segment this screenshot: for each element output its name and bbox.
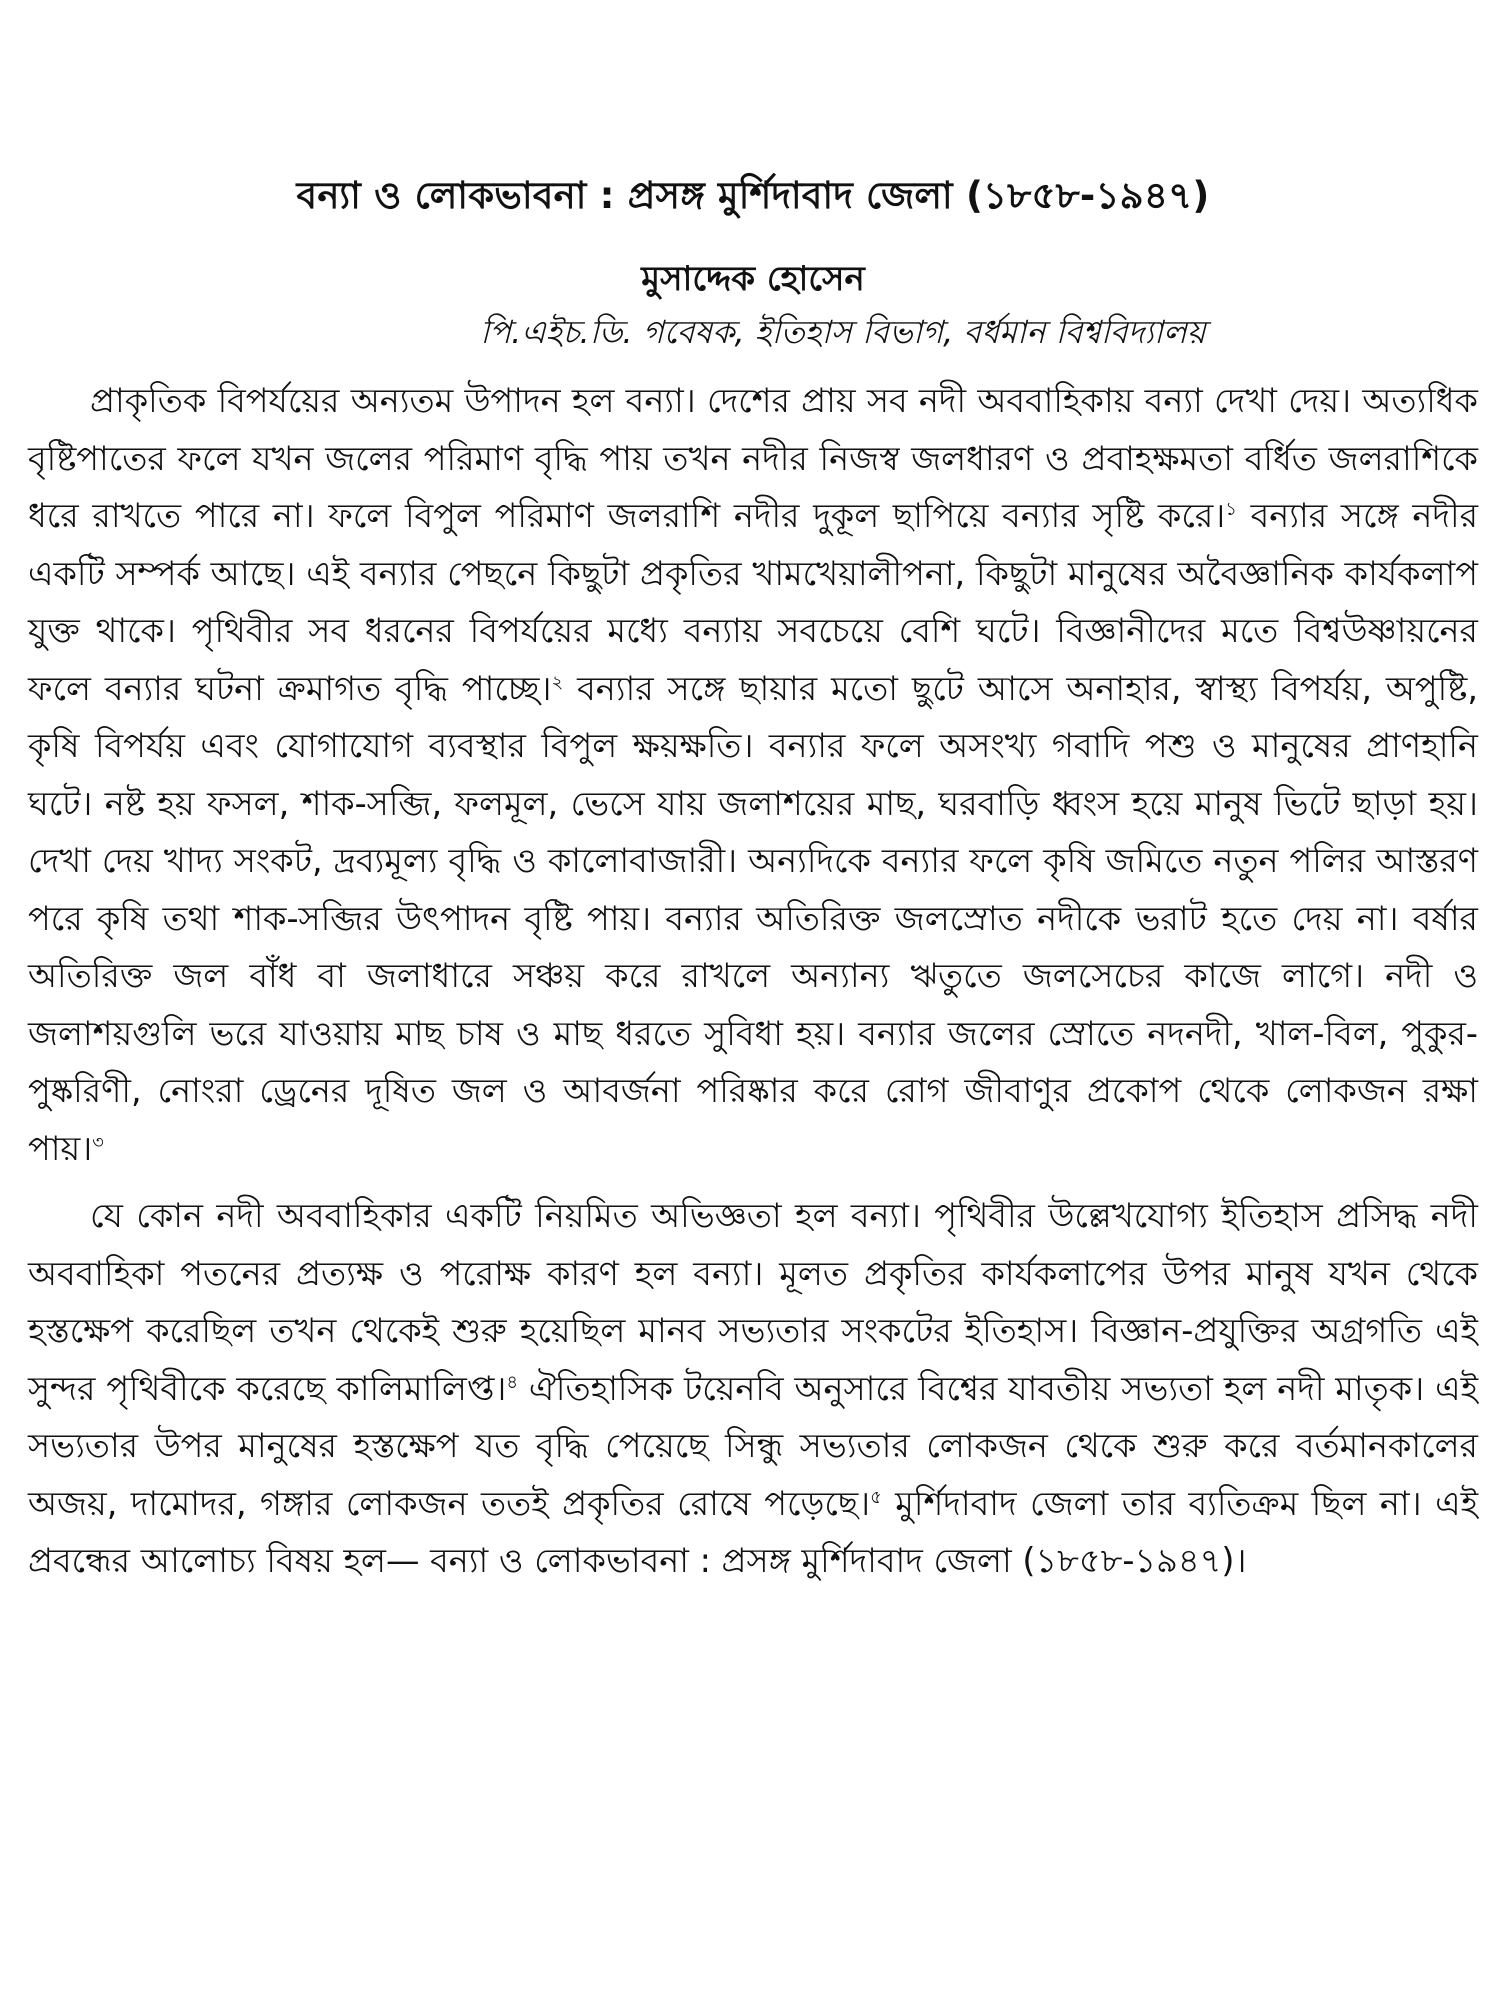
footnote-marker-1: ১ (1225, 498, 1237, 520)
document-page (28, 168, 1478, 1590)
author-affiliation: পি.এইচ.ডি. গবেষক, ইতিহাস বিভাগ, বর্ধমান বিশ্ববিদ্যালয় (480, 313, 1206, 351)
paragraph-1-text-part-2: বন্যার সঙ্গে নদীর একটি সম্পর্ক আছে। এই বন্যার পেছনে কিছুটা প্রকৃতির খামখেয়ালীপনা, কিছুটা মানুষের অবৈজ্ঞানিক কার্যকলাপ যুক্ত থাকে। পৃথিবীর সব ধরনের বিপর্যয়ের মধ্যে বন্যায় সবচেয়ে বেশি ঘটে। বিজ্ঞানীদের মতে বিশ্বউষ্ণায়নের ফলে বন্যার ঘটনা ক্রমাগত বৃদ্ধি পাচ্ছে। (28, 496, 1479, 708)
footnote-marker-5: ৫ (870, 1486, 882, 1508)
paragraph-2-text-part-1: যে কোন নদী অববাহিকার একটি নিয়মিত অভিজ্ঞতা হল বন্যা। পৃথিবীর উল্লেখযোগ্য ইতিহাস প্রসিদ্ধ নদী অববাহিকা পতনের প্রত্যক্ষ ও পরোক্ষ কারণ হল বন্যা। মূলত প্রকৃতির কার্যকলাপের উপর মানুষ যখন থেকে হস্তক্ষেপ করেছিল তখন থেকেই শুরু হয়েছিল মানব সভ্যতার সংকটের ইতিহাস। বিজ্ঞান-প্রযুক্তির অগ্রগতি এই সুন্দর পৃথিবীকে করেছে কালিমালিপ্ত। (28, 1196, 1478, 1408)
body-paragraph-1 (28, 372, 1478, 1177)
paragraph-1-text-part-1: প্রাকৃতিক বিপর্যয়ের অন্যতম উপাদন হল বন্যা। দেশের প্রায় সব নদী অববাহিকায় বন্যা দেখা দেয়। অত্যধিক বৃষ্টিপাতের ফলে যখন জলের পরিমাণ বৃদ্ধি পায় তখন নদীর নিজস্ব জলধারণ ও প্রবাহক্ষমতা বর্ধিত জলরাশিকে ধরে রাখতে পারে না। ফলে বিপুল পরিমাণ জলরাশি নদীর দুকূল ছাপিয়ে বন্যার সৃষ্টি করে। (28, 381, 1478, 535)
footnote-marker-3: ৩ (92, 1131, 104, 1153)
paragraph-1-text-part-3: বন্যার সঙ্গে ছায়ার মতো ছুটে আসে অনাহার, স্বাস্থ্য বিপর্যয়, অপুষ্টি, কৃষি বিপর্যয় এবং যোগাযোগ ব্যবস্থার বিপুল ক্ষয়ক্ষতি। বন্যার ফলে অসংখ্য গবাদি পশু ও মানুষের প্রাণহানি ঘটে। নষ্ট হয় ফসল, শাক-সব্জি, ফলমূল, ভেসে যায় জলাশয়ের মাছ, ঘরবাড়ি ধ্বংস হয়ে মানুষ ভিটে ছাড়া হয়। দেখা দেয় খাদ্য সংকট, দ্রব্যমূল্য বৃদ্ধি ও কালোবাজারী। অন্যদিকে বন্যার ফলে কৃষি জমিতে নতুন পলির আস্তরণ পরে কৃষি তথা শাক-সব্জির উৎপাদন বৃষ্টি পায়। বন্যার অতিরিক্ত জলস্রোত নদীকে ভরাট হতে দেয় না। বর্ষার অতিরিক্ত জল বাঁধ বা জলাধারে সঞ্চয় করে রাখলে অন্যান্য ঋতুতে জলসেচের কাজে লাগে। নদী ও জলাশয়গুলি ভরে যাওয়ায় মাছ চাষ ও মাছ ধরতে সুবিধা হয়। বন্যার জলের স্রোতে নদনদী, খাল-বিল, পুকুর-পুষ্করিণী, নোংরা ড্রেনের দূষিত জল ও আবর্জনা পরিষ্কার করে রোগ জীবাণুর প্রকোপ থেকে লোকজন রক্ষা পায়। (28, 668, 1478, 1168)
article-title: বন্যা ও লোকভাবনা : প্রসঙ্গ মুর্শিদাবাদ জেলা (১৮৫৮-১৯৪৭) (296, 174, 1210, 217)
paragraph-2-text-part-2: ঐতিহাসিক টয়েনবি অনুসারে বিশ্বের যাবতীয় সভ্যতা হল নদী মাতৃক। এই সভ্যতার উপর মানুষের হস্তক্ষেপ যত বৃদ্ধি পেয়েছে সিন্ধু সভ্যতার লোকজন থেকে শুরু করে বর্তমানকালের অজয়, দামোদর, গঙ্গার লোকজন ততই প্রকৃতির রোষে পড়েছে। (28, 1368, 1478, 1523)
footnote-marker-2: ২ (551, 671, 564, 693)
paragraph-2-text-part-3: মুর্শিদাবাদ জেলা তার ব্যতিক্রম ছিল না। এই প্রবন্ধের আলোচ্য বিষয় হল— বন্যা ও লোকভাবনা : প্রসঙ্গ মুর্শিদাবাদ জেলা (১৮৫৮-১৯৪৭)। (28, 1483, 1478, 1580)
footnote-marker-4: ৪ (506, 1371, 519, 1393)
author-name: মুসাদ্দেক হোসেন (641, 259, 865, 299)
body-paragraph-2 (28, 1187, 1478, 1590)
